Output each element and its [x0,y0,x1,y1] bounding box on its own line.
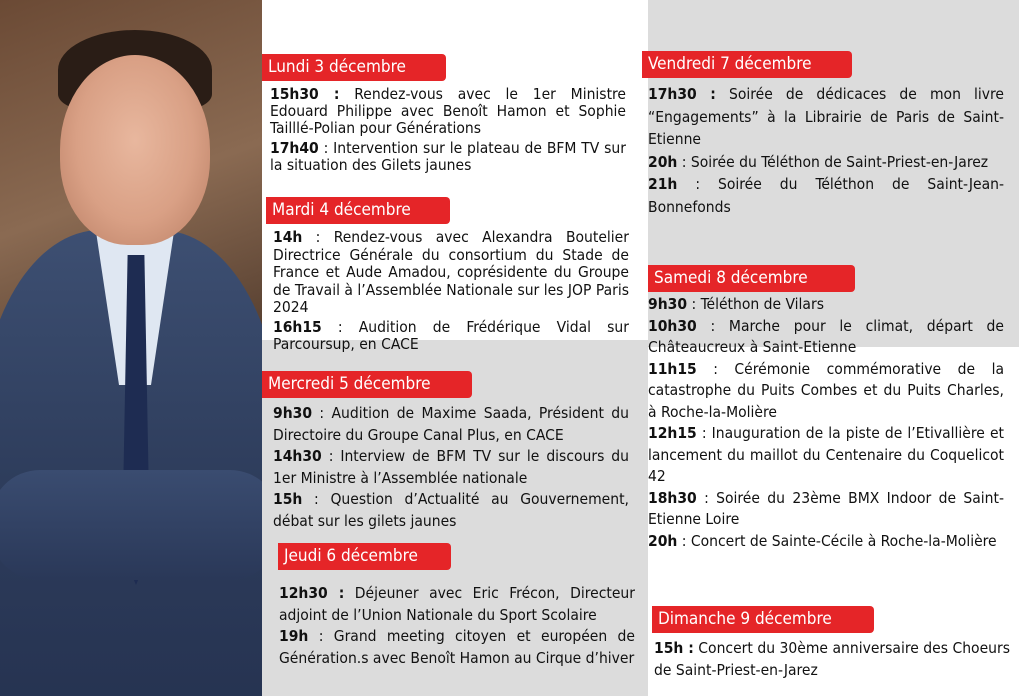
agenda-entry [270,86,626,137]
agenda-entry [648,316,1004,359]
entry-time: 15h : [654,639,694,657]
agenda-entry [648,531,1004,553]
day-block-mercredi [273,403,629,532]
agenda-entry [648,151,1004,174]
entry-text: : Intervention sur le plateau de BFM TV sur la situation des Gilets jaunes [270,139,626,174]
entry-time: 18h30 [648,488,697,507]
entry-text: : Interview de BFM TV sur le discours du 1er Ministre à l’Assemblée nationale [273,447,629,487]
crossed-arms [0,470,262,580]
day-block-jeudi [279,583,635,669]
entry-time: 14h [273,228,303,246]
entry-time: 19h [279,627,309,645]
day-badge-jeudi: Jeudi 6 décembre [278,543,451,570]
day-badge-dimanche: Dimanche 9 décembre [652,606,874,633]
entry-text: Soirée de dédicaces de mon livre “Engagements” à la Librairie de Paris de Saint-Etienne [648,85,1005,148]
entry-time: 17h30 : [648,85,716,103]
entry-text: : Audition de Maxime Saada, Président du Directoire du Groupe Canal Plus, en CACE [273,404,629,444]
day-badge-lundi: Lundi 3 décembre [262,54,446,81]
agenda-entry [270,140,626,174]
entry-time: 11h15 [648,359,697,378]
agenda-entry [273,319,629,354]
agenda-entry [648,423,1004,488]
entry-text: : Marche pour le climat, départ de Châteaucreux à Saint-Etienne [648,316,1004,356]
entry-text: : Soirée du Téléthon de Saint-Priest-en-Jarez [677,152,989,171]
entry-time: 21h [648,175,678,193]
entry-time: 9h30 [273,404,313,422]
entry-text: : Grand meeting citoyen et européen de Génération.s avec Benoît Hamon au Cirque d’hiver [279,627,635,667]
entry-text: : Question d’Actualité au Gouvernement, débat sur les gilets jaunes [273,490,629,530]
agenda-entry [273,229,629,317]
day-badge-mercredi: Mercredi 5 décembre [262,371,472,398]
entry-time: 12h30 : [279,584,345,602]
day-block-dimanche [654,638,1010,681]
day-badge-samedi: Samedi 8 décembre [648,265,855,292]
entry-time: 15h30 : [270,85,340,103]
entry-time: 12h15 [648,424,697,442]
agenda-entry [648,173,1004,218]
agenda-entry [279,583,635,626]
entry-text: : Audition de Frédérique Vidal sur Parcoursup, en CACE [273,317,629,353]
face [60,55,210,245]
portrait-photo [0,0,262,696]
day-block-lundi [270,86,626,174]
entry-time: 14h30 [273,447,322,465]
entry-text: : Inauguration de la piste de l’Etivallière et lancement du maillot du Centenaire du Coquelicot 42 [648,424,1004,485]
day-badge-mardi: Mardi 4 décembre [266,197,450,224]
agenda-entry [648,488,1004,531]
entry-time: 20h [648,531,678,550]
day-block-mardi [273,229,629,354]
agenda-entry [648,359,1004,424]
agenda-entry [279,626,635,669]
entry-time: 10h30 [648,316,697,335]
day-badge-vendredi: Vendredi 7 décembre [642,51,852,78]
entry-time: 20h [648,152,678,171]
day-block-vendredi [648,83,1004,218]
entry-text: : Téléthon de Vilars [687,295,824,313]
entry-time: 17h40 [270,139,319,157]
entry-text: : Rendez-vous avec Alexandra Boutelier Directrice Générale du consortium du Stade de France et Aude Amadou, coprésidente du Groupe de Travail à l’Assemblée Nationale sur les JOP Paris 2024 [273,228,629,316]
entry-time: 16h15 [273,317,322,336]
agenda-entry [654,638,1010,681]
entry-text: : Soirée du Téléthon de Saint-Jean-Bonnefonds [648,175,1004,216]
entry-text: Concert du 30ème anniversaire des Choeurs de Saint-Priest-en-Jarez [654,639,1010,679]
agenda-entry [273,489,629,532]
day-block-samedi [648,294,1004,552]
entry-text: : Soirée du 23ème BMX Indoor de Saint-Etienne Loire [648,488,1004,528]
entry-text: : Cérémonie commémorative de la catastrophe du Puits Combes et du Puits Charles, à Roche-la-Molière [648,359,1004,421]
entry-text: Rendez-vous avec le 1er Ministre Edouard Philippe avec Benoît Hamon et Sophie Tailllé-Polian pour Générations [270,85,626,137]
entry-text: Déjeuner avec Eric Frécon, Directeur adjoint de l’Union Nationale du Sport Scolaire [279,584,636,624]
entry-time: 15h [273,490,303,508]
agenda-entry [648,83,1004,151]
agenda-entry [648,294,1004,316]
agenda-entry [273,403,629,446]
agenda-entry [273,446,629,489]
entry-text: : Concert de Sainte-Cécile à Roche-la-Molière [677,531,997,550]
entry-time: 9h30 [648,295,688,313]
